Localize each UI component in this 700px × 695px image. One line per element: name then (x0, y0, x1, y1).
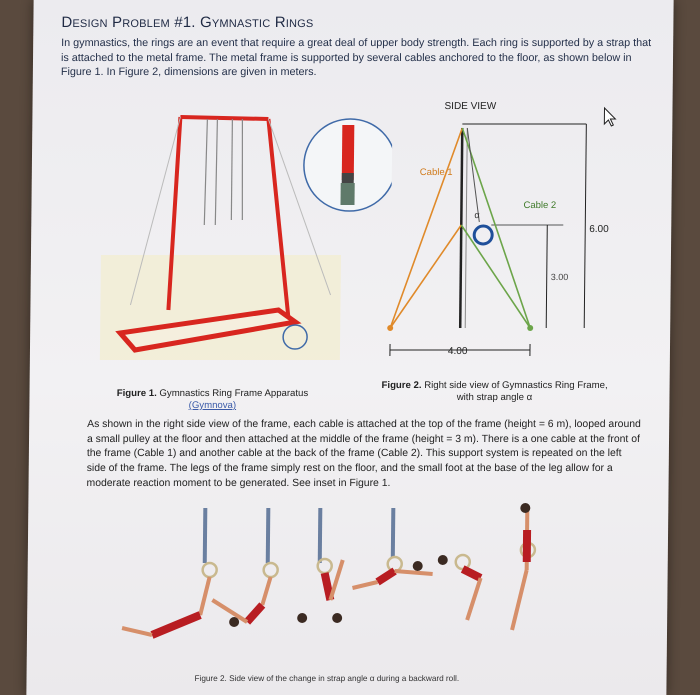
figure2-caption-line2: with strap angle α (456, 392, 533, 403)
ring-strap (231, 119, 232, 220)
figure1-caption-text: Gymnastics Ring Frame Apparatus (159, 388, 309, 399)
ring-strap (241, 119, 243, 220)
figure2-side-view (370, 100, 643, 365)
gymnast-pose-4 (352, 508, 433, 588)
frame-top-bar (180, 117, 268, 119)
cable1-label: Cable 1 (419, 167, 453, 178)
page-title: Design Problem #1. Gymnastic Rings (61, 14, 314, 31)
inset-strap-end (340, 183, 354, 205)
figure3-caption: Figure 2. Side view of the change in strap angle α during a backward roll. (194, 674, 460, 683)
intro-paragraph: In gymnastics, the rings are an event that require a great deal of upper body strength. Each ring is supported by a strap that is attached to the metal frame. The metal frame is supported by several cables anchored to the floor, as shown below in Figure 1. In Figure 2, dimensions are given in meters. (60, 37, 652, 78)
figure2-caption-line1: Right side view of Gymnastics Ring Frame, (424, 380, 608, 391)
cable1 (390, 128, 462, 328)
cable2-return (460, 225, 531, 328)
gymnast-pose-6 (512, 503, 535, 630)
document-page (26, 0, 673, 695)
height-dimension-line (584, 124, 586, 328)
gymnast-pose-1 (122, 508, 240, 635)
gymnast-pose-5 (437, 555, 481, 620)
ring-strap (204, 119, 207, 225)
figure2-caption (349, 380, 639, 404)
cable2-label: Cable 2 (523, 200, 557, 211)
pulley-front (387, 325, 393, 331)
figure1-caption-label: Figure 1. (116, 388, 157, 399)
frame-post-shadow (465, 128, 467, 328)
gymnastic-ring (474, 226, 492, 244)
mid-dimension-line (546, 225, 547, 328)
ring-strap (215, 119, 217, 225)
side-view-label: SIDE VIEW (444, 101, 497, 112)
cable1-return (390, 225, 461, 328)
alpha-label: α (474, 210, 480, 220)
cursor-icon (604, 108, 615, 126)
gymnast-pose-3 (317, 508, 343, 623)
gymnast-pose-2 (212, 508, 308, 623)
inset-strap (342, 125, 355, 180)
base-dimension-label: 4.00 (447, 346, 468, 357)
figure2-caption-label: Figure 2. (381, 380, 422, 391)
gymnova-link[interactable]: (Gymnova) (188, 400, 237, 411)
body-paragraph: As shown in the right side view of the frame, each cable is attached at the top of the frame (height = 6 m), looped around a small pulley at the floor and then attached at the middle of the frame (height = 3 m). There is a one cable at the front of the frame (Cable 1) and another cable at the back of the frame (Cable 2). This support system is repeated on the left side of the frame. The legs of the frame simply rest on the floor, and the small foot at the base of the leg allow for a moderate reaction moment to be generated. See inset in Figure 1. (86, 419, 641, 489)
inset-strap-buckle (342, 173, 354, 183)
figure3-backward-roll (112, 500, 594, 670)
figure1-illustration (90, 105, 393, 365)
frame-post (460, 128, 462, 328)
mid-dimension-label: 3.00 (550, 272, 569, 282)
figure1-caption (107, 388, 317, 412)
height-dimension-label: 6.00 (589, 224, 609, 235)
